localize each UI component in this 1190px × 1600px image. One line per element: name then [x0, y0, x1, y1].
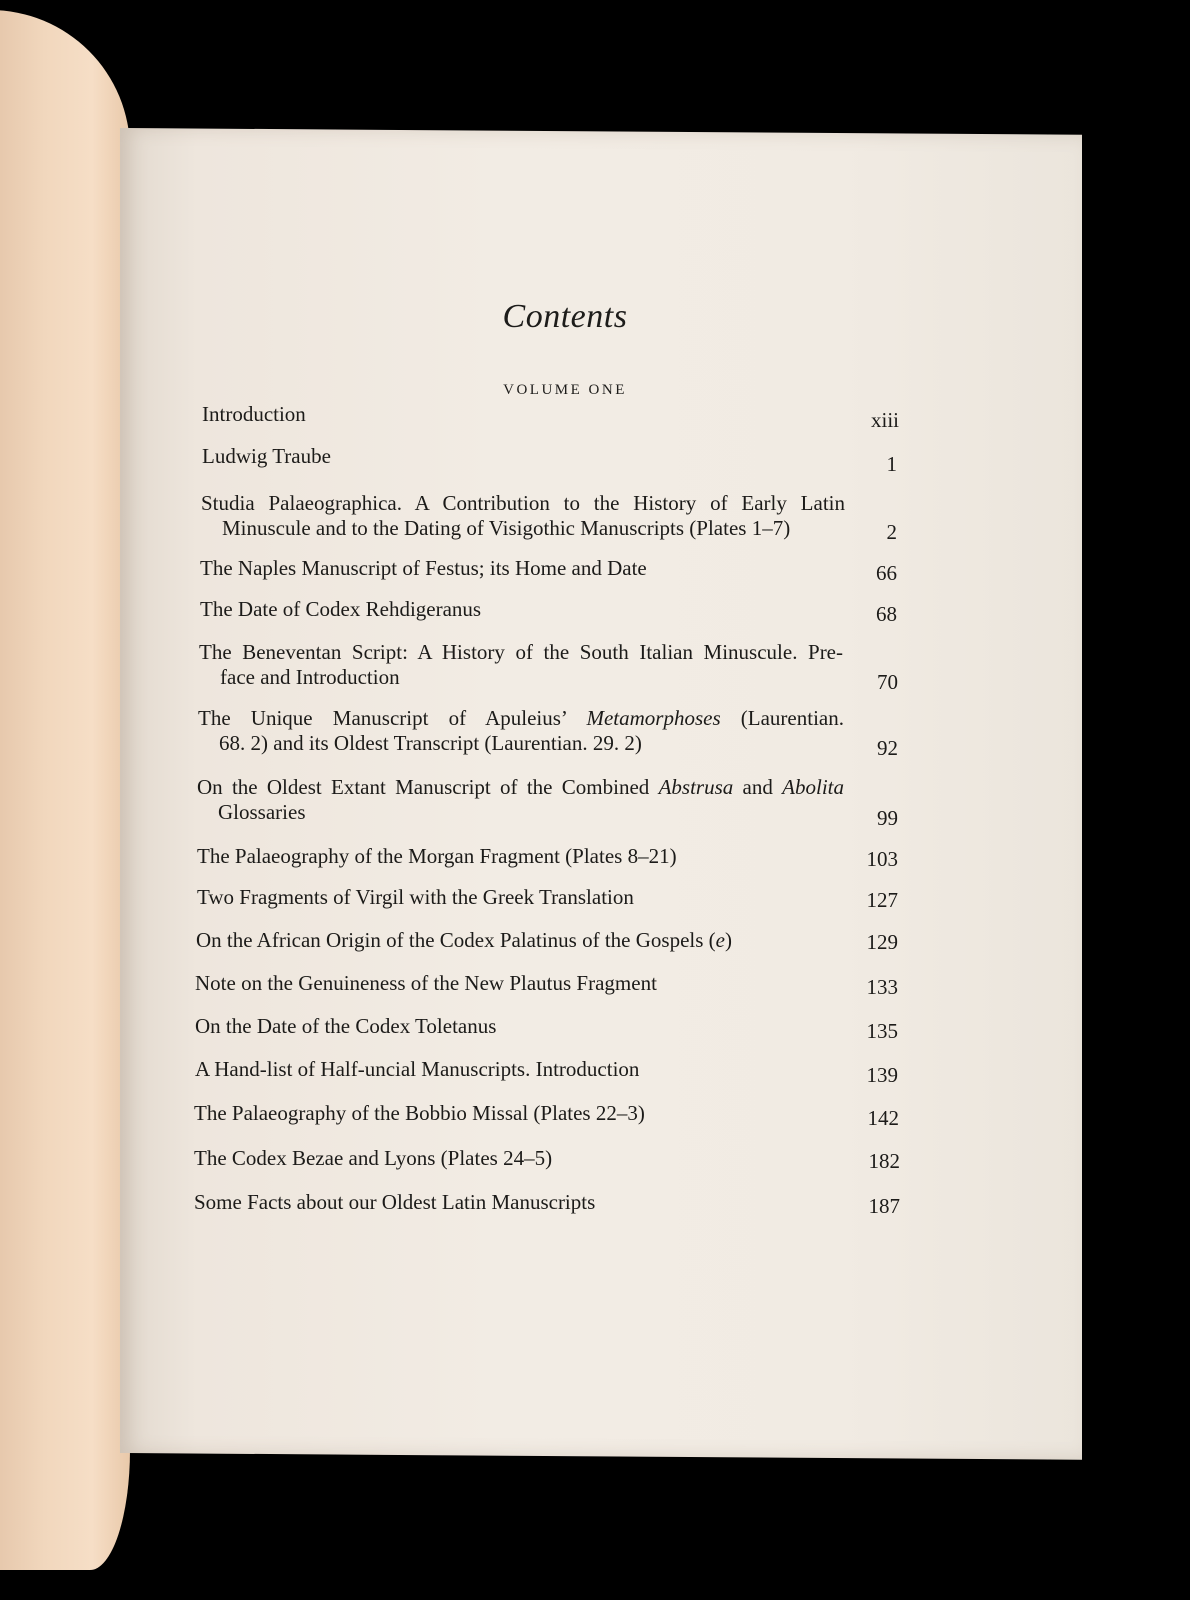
toc-entry	[195, 971, 845, 996]
toc-page-number: 66	[876, 561, 897, 585]
toc-entry-title: Note on the Genuineness of the New Plautus Fragment	[195, 971, 657, 995]
toc-page-number: 187	[868, 1194, 900, 1218]
toc-page-number: 135	[866, 1019, 898, 1043]
toc-entry	[194, 1146, 844, 1171]
toc-page-number: 92	[877, 736, 898, 760]
toc-entry	[195, 1057, 845, 1082]
toc-entry-title: The Unique Manuscript of Apuleius’ Metamorphoses (Laurentian.	[198, 706, 844, 730]
toc-page-number: 1	[886, 452, 897, 476]
toc-entry-title: The Palaeography of the Bobbio Missal (Plates 22–3)	[194, 1101, 645, 1125]
toc-entry	[202, 402, 852, 427]
toc-page-number: 139	[866, 1063, 898, 1087]
toc-entry	[199, 640, 843, 690]
toc-page-number: 2	[886, 520, 897, 544]
toc-page-number: 103	[866, 847, 898, 871]
toc-entry	[197, 844, 847, 869]
italic-title: Metamorphoses	[586, 706, 721, 730]
toc-entry-title: A Hand-list of Half-uncial Manuscripts. Introduction	[195, 1057, 640, 1081]
toc-entry	[202, 444, 852, 469]
toc-entry-title: Two Fragments of Virgil with the Greek Translation	[197, 885, 634, 909]
toc-page-number: xiii	[870, 408, 899, 432]
toc-entry	[196, 928, 846, 953]
toc-entry-title: The Palaeography of the Morgan Fragment (Plates 8–21)	[197, 844, 677, 868]
toc-page-number: 127	[866, 888, 898, 912]
toc-entry	[197, 885, 847, 910]
toc-entry-title: Introduction	[202, 402, 306, 426]
toc-entry-title-continued: Minuscule and to the Dating of Visigothic Manuscripts (Plates 1–7)	[222, 516, 791, 540]
toc-page-number: 99	[877, 806, 898, 830]
toc-entry	[198, 706, 844, 756]
italic-title: Abolita	[782, 775, 844, 799]
toc-page-number: 133	[866, 975, 898, 999]
toc-entry	[194, 1101, 844, 1126]
toc-entry-title-continued: 68. 2) and its Oldest Transcript (Laurentian. 29. 2)	[219, 731, 642, 755]
toc-entry-title: On the Oldest Extant Manuscript of the Combined Abstrusa and Abolita	[197, 775, 844, 799]
toc-entry-title: Ludwig Traube	[202, 444, 331, 468]
page-title: Contents	[502, 298, 628, 335]
italic-title: Abstrusa	[658, 775, 734, 799]
toc-entry-title: Studia Palaeographica. A Contribution to the History of Early Latin	[201, 491, 845, 515]
toc-page-number: 182	[868, 1149, 900, 1173]
toc-page-number: 68	[876, 602, 897, 626]
toc-entry-title: The Date of Codex Rehdigeranus	[200, 597, 482, 621]
toc-entry-title-continued: Glossaries	[218, 800, 306, 824]
toc-entry	[200, 556, 850, 581]
toc-entry-title: Some Facts about our Oldest Latin Manuscripts	[194, 1190, 596, 1214]
toc-entry-title-continued: face and Introduction	[220, 665, 400, 689]
toc-entry	[194, 1190, 844, 1215]
toc-entry	[195, 1014, 845, 1039]
toc-entry-title: The Naples Manuscript of Festus; its Home and Date	[200, 556, 647, 580]
toc-entry	[197, 775, 844, 825]
volume-heading: VOLUME ONE	[503, 382, 627, 398]
toc-entry	[200, 597, 850, 622]
toc-entry-title: On the African Origin of the Codex Palatinus of the Gospels (e)	[196, 928, 732, 952]
toc-page-number: 142	[867, 1106, 899, 1130]
toc-entry-title: The Codex Bezae and Lyons (Plates 24–5)	[194, 1146, 553, 1170]
toc-entry	[201, 491, 845, 541]
toc-entry-title: On the Date of the Codex Toletanus	[195, 1014, 497, 1038]
toc-page-number: 129	[866, 930, 898, 954]
toc-entry-title: The Beneventan Script: A History of the South Italian Minuscule. Pre-	[199, 640, 843, 664]
italic-letter: e	[715, 928, 725, 952]
toc-page-number: 70	[877, 670, 898, 694]
